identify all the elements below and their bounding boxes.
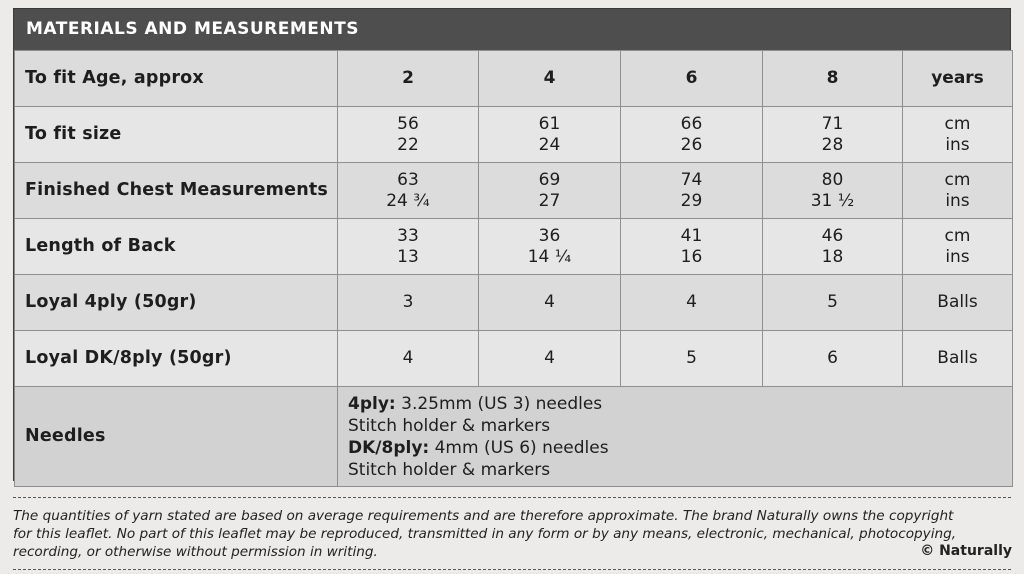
needles-4ply-text: 3.25mm (US 3) needles (395, 393, 603, 414)
cell-value: 80 31 ½ (763, 163, 903, 219)
cell-value: 4 (479, 275, 621, 331)
cell-value: 33 13 (338, 219, 479, 275)
row-label: Loyal DK/8ply (50gr) (15, 331, 338, 387)
needles-4ply-label: 4ply: (348, 393, 396, 414)
cell-unit: cm ins (903, 107, 1013, 163)
footer-line: The quantities of yarn stated are based on average requirements and are therefore approximate. The brand Naturally owns the copyright (13, 508, 954, 524)
needles-line: Stitch holder & markers (348, 459, 551, 480)
cell-value: 56 22 (338, 107, 479, 163)
cell-value: 63 24 ¾ (338, 163, 479, 219)
cell-unit: Balls (903, 275, 1013, 331)
dashed-divider-top (13, 497, 1011, 498)
cell-unit: cm ins (903, 163, 1013, 219)
cell-value: 66 26 (621, 107, 763, 163)
materials-table-frame (13, 8, 1011, 481)
cell-value: 4 (338, 331, 479, 387)
row-label: To fit size (15, 107, 338, 163)
cell-unit: cm ins (903, 219, 1013, 275)
needles-line: Stitch holder & markers (348, 415, 551, 436)
needles-dk-label: DK/8ply: (348, 437, 430, 458)
needles-line (348, 393, 1012, 415)
cell-value: 74 29 (621, 163, 763, 219)
cell-value: 41 16 (621, 219, 763, 275)
cell-unit: years (903, 51, 1013, 107)
needles-details (338, 387, 1013, 487)
table-row (15, 275, 1013, 331)
needles-dk-text: 4mm (US 6) needles (429, 437, 609, 458)
table-row-needles (15, 387, 1013, 487)
table-row (15, 51, 1013, 107)
table-row (15, 163, 1013, 219)
cell-value: 71 28 (763, 107, 903, 163)
cell-value: 4 (479, 331, 621, 387)
footer-disclaimer (13, 507, 1013, 561)
dashed-divider-bottom (13, 569, 1011, 570)
table-row (15, 219, 1013, 275)
cell-value: 46 18 (763, 219, 903, 275)
cell-value: 6 (621, 51, 763, 107)
cell-value: 61 24 (479, 107, 621, 163)
cell-unit: Balls (903, 331, 1013, 387)
row-label: Length of Back (15, 219, 338, 275)
cell-value: 5 (763, 275, 903, 331)
table-row (15, 107, 1013, 163)
cell-value: 5 (621, 331, 763, 387)
row-label: To fit Age, approx (15, 51, 338, 107)
section-header: MATERIALS AND MEASUREMENTS (14, 9, 1010, 50)
footer-line: for this leaflet. No part of this leaflet may be reproduced, transmitted in any form or by any means, electronic, mechanical, photocopying, (13, 526, 957, 542)
row-label: Needles (15, 387, 338, 487)
cell-value: 2 (338, 51, 479, 107)
cell-value: 4 (621, 275, 763, 331)
measurements-table (14, 50, 1013, 487)
copyright-mark: © Naturally (920, 543, 1012, 559)
footer-line: recording, or otherwise without permission in writing. (13, 544, 378, 560)
row-label: Loyal 4ply (50gr) (15, 275, 338, 331)
table-row (15, 331, 1013, 387)
needles-line (348, 437, 1012, 459)
cell-value: 8 (763, 51, 903, 107)
cell-value: 6 (763, 331, 903, 387)
cell-value: 69 27 (479, 163, 621, 219)
row-label: Finished Chest Measurements (15, 163, 338, 219)
cell-value: 4 (479, 51, 621, 107)
cell-value: 3 (338, 275, 479, 331)
cell-value: 36 14 ¼ (479, 219, 621, 275)
